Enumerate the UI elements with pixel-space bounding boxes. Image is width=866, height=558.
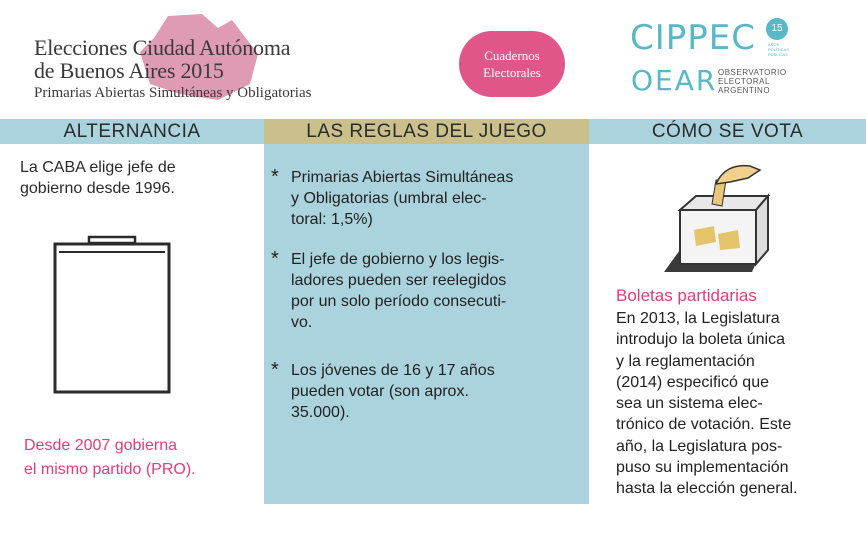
rule-line: pueden votar (son aprox. — [291, 383, 469, 400]
series-badge-line-2: Electorales — [483, 65, 541, 80]
cippec-tagline-3: PÚBLICAS — [768, 52, 788, 57]
rule-line: toral: 1,5%) — [291, 211, 373, 228]
rule-item — [271, 360, 591, 423]
rule-line: Primarias Abiertas Simultáneas — [291, 169, 514, 186]
cippec-anniversary-badge: 15 — [766, 18, 788, 40]
asterisk-bullet: * — [271, 248, 279, 270]
como-line: sea un sistema elec- — [616, 395, 763, 413]
como-line: En 2013, la Legislatura — [616, 310, 780, 327]
rule-line: 35.000). — [291, 404, 350, 421]
como-line: puso su implementación — [616, 459, 789, 477]
subtitle: Primarias Abiertas Simultáneas y Obligatorias — [34, 85, 312, 101]
cippec-tagline-1: AÑOS — [768, 42, 780, 47]
alternancia-highlight — [24, 434, 264, 482]
alternancia-line-2: gobierno desde 1996. — [20, 180, 175, 197]
como-line: introdujo la boleta única — [616, 331, 786, 349]
como-line: y la reglamentación — [616, 352, 755, 370]
rule-item — [271, 167, 591, 230]
highlight-line-1: Desde 2007 gobierna — [24, 437, 178, 454]
heading-como-se-vota: CÓMO SE VOTA — [651, 121, 804, 142]
rule-line: El jefe de gobierno y los legis- — [291, 251, 505, 268]
rule-line: por un solo período consecuti- — [291, 293, 507, 310]
document-title — [34, 36, 454, 102]
rule-line: ladores pueden ser reelegidos — [291, 272, 507, 289]
title-line-1: Elecciones Ciudad Autónoma — [34, 35, 291, 60]
boletas-heading: Boletas partidarias — [616, 286, 757, 305]
cippec-tagline-2: POLÍTICAS — [768, 47, 789, 52]
ballot-box-icon — [53, 234, 171, 394]
como-line: trónico de votación. Este — [616, 416, 792, 434]
highlight-line-2: el mismo partido (PRO). — [24, 461, 196, 478]
rule-line: vo. — [291, 314, 313, 331]
oear-sub-1: OBSERVATORIO — [718, 68, 787, 77]
voting-hand-icon — [660, 160, 772, 280]
oear-sub-3: ARGENTINO — [718, 86, 771, 95]
series-badge-line-1: Cuadernos — [484, 48, 540, 63]
alternancia-line-1: La CABA elige jefe de — [20, 159, 176, 176]
heading-reglas: LAS REGLAS DEL JUEGO — [306, 121, 547, 142]
oear-logo-subtitle — [718, 68, 787, 95]
oear-logo: OEAR — [631, 64, 718, 97]
como-line: (2014) especificó que — [616, 373, 769, 391]
como-line: hasta la elección general. — [616, 480, 798, 498]
rule-line: y Obligatorias (umbral elec- — [291, 190, 487, 207]
oear-sub-2: ELECTORAL — [718, 77, 770, 86]
alternancia-text — [20, 157, 250, 199]
rule-line: Los jóvenes de 16 y 17 años — [291, 362, 495, 379]
cippec-logo: CIPPEC — [630, 18, 756, 58]
asterisk-bullet: * — [271, 359, 279, 381]
rule-item — [271, 249, 591, 333]
heading-alternancia: ALTERNANCIA — [63, 121, 201, 142]
cippec-logo-tagline — [768, 42, 789, 57]
como-line: año, la Legislatura pos- — [616, 437, 783, 455]
asterisk-bullet: * — [271, 166, 279, 188]
como-se-vota-text — [616, 308, 861, 500]
series-badge — [459, 31, 565, 97]
title-line-2: de Buenos Aires 2015 — [34, 58, 224, 83]
